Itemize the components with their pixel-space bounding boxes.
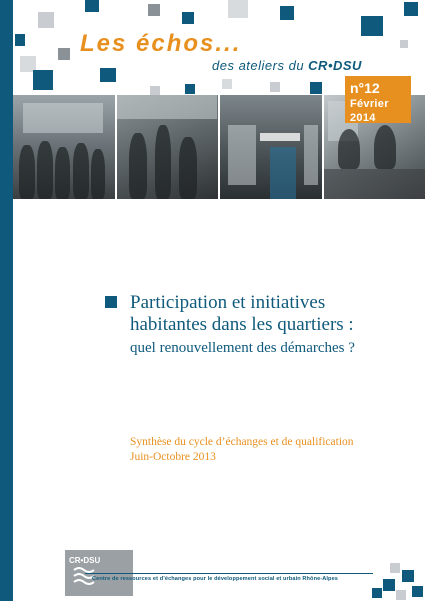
footer-divider — [85, 573, 373, 574]
title-line-1: Participation et initiatives — [130, 292, 326, 313]
title-line-3: quel renouvellement des démarches ? — [130, 340, 355, 356]
title-line-2: habitantes dans les quartiers : — [130, 314, 354, 335]
logo-text: CR•DSU — [69, 556, 101, 565]
synthesis-line-1: Synthèse du cycle d’échanges et de qualification — [130, 436, 354, 448]
footer-tagline: Centre de ressources et d’échanges pour le développement social et urbain Rhône-Alpes — [92, 576, 338, 582]
photo-storefront — [220, 95, 322, 199]
issue-number: n°12 — [350, 80, 380, 96]
spine-text: Les échos... des ateliers du CR•DSU n°12 - Février 2014 — [3, 457, 9, 595]
series-subtitle-prefix: des ateliers du — [212, 58, 309, 73]
synthesis-subtitle — [130, 435, 354, 465]
series-title: Les échos... — [80, 30, 242, 57]
synthesis-dates: Juin-Octobre 2013 — [130, 451, 216, 463]
photo-street-event — [117, 95, 219, 199]
title-bullet-square — [105, 296, 117, 308]
photo-group-outdoors — [13, 95, 115, 199]
issue-date: Février 2014 — [350, 98, 389, 124]
issue-badge — [345, 76, 411, 123]
series-subtitle-org: CR•DSU — [308, 58, 362, 73]
series-subtitle — [212, 58, 362, 73]
